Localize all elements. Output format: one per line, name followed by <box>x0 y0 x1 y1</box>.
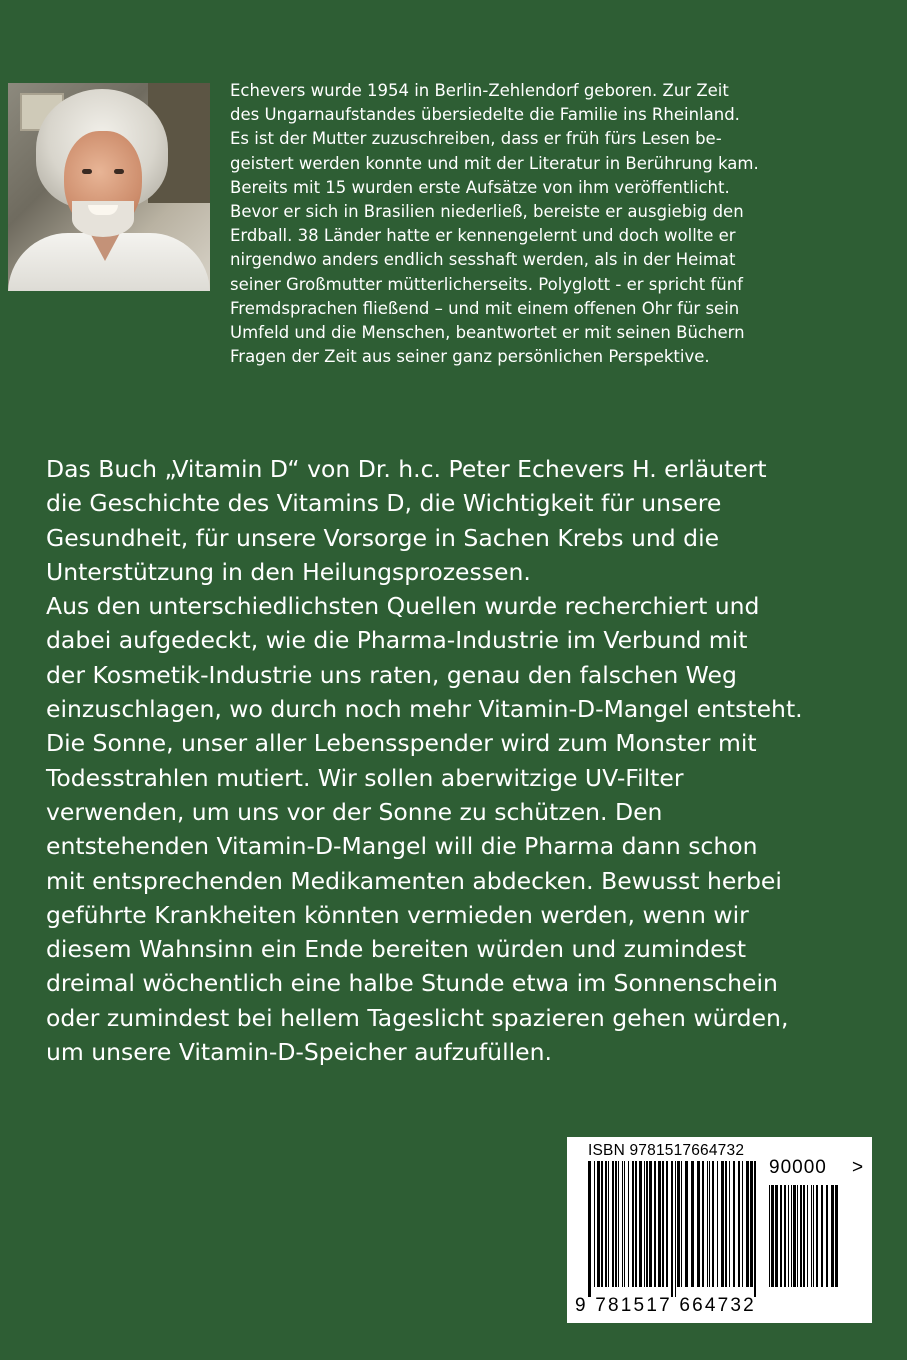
description-line: dreimal wöchentlich eine halbe Stunde etwa im Sonnenschein <box>46 969 778 998</box>
price-arrow: > <box>852 1157 864 1178</box>
bio-line: Fremdsprachen fließend – und mit einem offenen Ohr für sein <box>230 298 740 318</box>
bio-line: Bereits mit 15 wurden erste Aufsätze von ihm veröffentlicht. <box>230 177 730 197</box>
bio-line: Es ist der Mutter zuzuschreiben, dass er früh fürs Lesen be- <box>230 129 722 149</box>
author-photo <box>8 83 210 291</box>
bio-line: Umfeld und die Menschen, beantwortet er mit seinen Büchern <box>230 323 745 343</box>
author-bio <box>230 79 902 369</box>
description-line: Todesstrahlen mutiert. Wir sollen aberwitzige UV-Filter <box>46 763 684 792</box>
description-line: oder zumindest bei hellem Tageslicht spazieren gehen würden, <box>46 1003 789 1032</box>
description-line: geführte Krankheiten könnten vermieden werden, wenn wir <box>46 900 749 929</box>
description-line: um unsere Vitamin-D-Speicher aufzufüllen. <box>46 1038 552 1067</box>
isbn-digits: 9 781517 664732 <box>575 1295 756 1316</box>
description-line: Das Buch „Vitamin D“ von Dr. h.c. Peter Echevers H. erläutert <box>46 455 767 483</box>
ean-barcode-bars <box>588 1161 758 1297</box>
bio-line: nirgendwo anders endlich sesshaft werden, als in der Heimat <box>230 250 736 270</box>
description-line: die Geschichte des Vitamins D, die Wichtigkeit für unsere <box>46 489 722 518</box>
addon-barcode-bars <box>769 1185 839 1297</box>
isbn-label: ISBN 9781517664732 <box>588 1142 745 1159</box>
description-line: Gesundheit, für unsere Vorsorge in Sachen Krebs und die <box>46 523 720 552</box>
description-line: Unterstützung in den Heilungsprozessen. <box>46 557 531 586</box>
bio-line: Erdball. 38 Länder hatte er kennengelernt und doch wollte er <box>230 226 736 246</box>
description-line: der Kosmetik-Industrie uns raten, genau den falschen Weg <box>46 660 737 689</box>
bio-line: geistert werden konnte und mit der Literatur in Berührung kam. <box>230 153 759 173</box>
description-line: mit entsprechenden Medikamenten abdecken. Bewusst herbei <box>46 866 782 895</box>
description-line: Die Sonne, unser aller Lebensspender wird zum Monster mit <box>46 729 757 758</box>
description-line: Aus den unterschiedlichsten Quellen wurde recherchiert und <box>46 592 760 621</box>
description-line: diesem Wahnsinn ein Ende bereiten würden und zumindest <box>46 935 747 964</box>
description-line: entstehenden Vitamin-D-Mangel will die Pharma dann schon <box>46 832 758 861</box>
description-line: verwenden, um uns vor der Sonne zu schützen. Den <box>46 797 663 826</box>
bio-line: Fragen der Zeit aus seiner ganz persönlichen Perspektive. <box>230 347 710 367</box>
bio-line: Bevor er sich in Brasilien niederließ, bereiste er ausgiebig den <box>230 202 744 222</box>
bio-line: des Ungarnaufstandes übersiedelte die Familie ins Rheinland. <box>230 105 740 125</box>
bio-line: Echevers wurde 1954 in Berlin-Zehlendorf geboren. Zur Zeit <box>230 81 729 100</box>
isbn-barcode <box>567 1137 872 1323</box>
price-code: 90000 <box>769 1157 827 1178</box>
description-line: einzuschlagen, wo durch noch mehr Vitamin-D-Mangel entsteht. <box>46 695 803 724</box>
description-line: dabei aufgedeckt, wie die Pharma-Industrie im Verbund mit <box>46 626 748 655</box>
bio-line: seiner Großmutter mütterlicherseits. Polyglott - er spricht fünf <box>230 274 743 294</box>
book-description <box>46 452 896 1069</box>
